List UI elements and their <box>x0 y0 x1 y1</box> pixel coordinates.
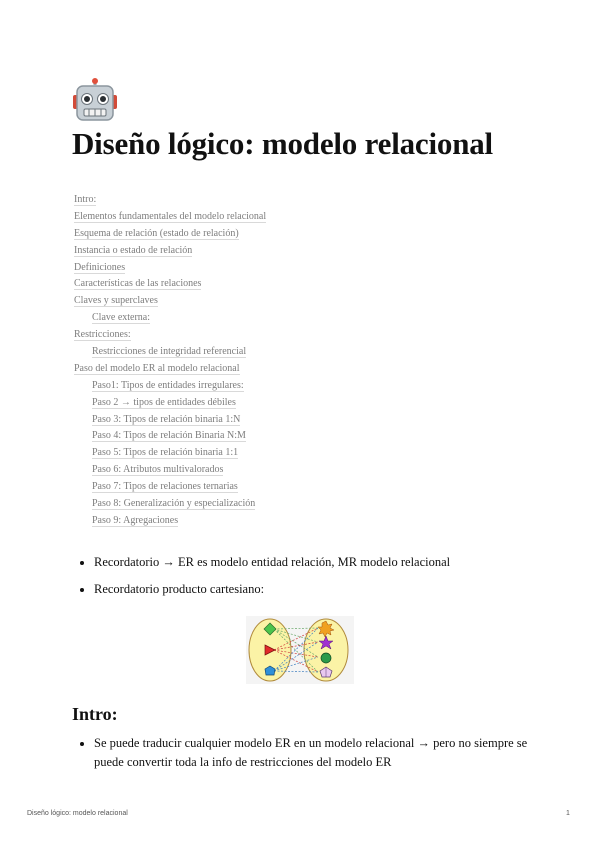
toc-item[interactable] <box>74 462 266 479</box>
toc-item[interactable] <box>74 445 266 462</box>
toc-item-link[interactable]: Paso 8: Generalización y especialización <box>92 498 256 510</box>
toc-item[interactable] <box>74 479 266 496</box>
page-number: 1 <box>566 810 570 817</box>
toc-item[interactable] <box>74 513 266 530</box>
toc-item[interactable] <box>74 260 266 277</box>
toc-item-link[interactable]: Paso 7: Tipos de relaciones ternarias <box>92 481 238 493</box>
reminder-list <box>78 553 450 572</box>
toc-item[interactable] <box>74 412 266 429</box>
toc-item[interactable] <box>74 310 266 327</box>
toc-item-link[interactable]: Definiciones <box>74 261 126 273</box>
robot-emoji-icon <box>72 78 118 122</box>
toc-item-link[interactable]: Paso1: Tipos de entidades irregulares: <box>92 379 244 391</box>
toc-item[interactable] <box>74 378 266 395</box>
reminder-list-2 <box>78 580 264 599</box>
toc-item-link[interactable]: Instancia o estado de relación <box>74 244 193 256</box>
toc-item-link[interactable]: Intro: <box>74 194 97 205</box>
toc-item-link[interactable]: Paso del modelo ER al modelo relacional <box>74 362 240 374</box>
intro-list <box>78 734 539 772</box>
toc-item[interactable] <box>74 192 266 209</box>
toc-item-link[interactable]: Restricciones de integridad referencial <box>92 346 247 358</box>
toc-item[interactable] <box>74 276 266 293</box>
toc-item-link[interactable]: Clave externa: <box>92 312 151 324</box>
list-item: • Se puede traducir cualquier modelo ER en un modelo relacional → pero no siempre se puede convertir toda la info de restricciones del modelo ER <box>94 734 539 772</box>
toc-item-link[interactable]: Esquema de relación (estado de relación) <box>74 227 239 239</box>
footer-title: Diseño lógico: modelo relacional <box>27 810 128 817</box>
toc-item[interactable] <box>74 243 266 260</box>
toc-item[interactable] <box>74 226 266 243</box>
toc-item[interactable] <box>74 344 266 361</box>
toc-item-link[interactable]: Paso 9: Agregaciones <box>92 514 179 526</box>
toc-item[interactable] <box>74 361 266 378</box>
toc-item[interactable] <box>74 496 266 513</box>
section-heading-intro: Intro: <box>72 704 118 724</box>
toc-item-link[interactable]: Características de las relaciones <box>74 278 202 290</box>
toc-item-link[interactable]: Elementos fundamentales del modelo relacional <box>74 210 267 222</box>
toc-item[interactable] <box>74 428 266 445</box>
toc-item[interactable] <box>74 327 266 344</box>
list-item: • Recordatorio producto cartesiano: <box>94 580 264 599</box>
toc-item[interactable] <box>74 395 266 412</box>
toc-item[interactable] <box>74 293 266 310</box>
toc-item-link[interactable]: Paso 3: Tipos de relación binaria 1:N <box>92 413 241 425</box>
cartesian-product-diagram <box>246 616 354 684</box>
page-title: Diseño lógico: modelo relacional <box>72 126 493 161</box>
toc-item-link[interactable]: Restricciones: <box>74 329 131 341</box>
toc-item-link[interactable]: Paso 4: Tipos de relación Binaria N:M <box>92 430 246 442</box>
table-of-contents <box>74 192 266 530</box>
toc-item-link[interactable]: Paso 2 → tipos de entidades débiles <box>92 396 236 408</box>
toc-item-link[interactable]: Paso 6: Atributos multivalorados <box>92 464 224 476</box>
toc-item-link[interactable]: Claves y superclaves <box>74 295 158 307</box>
list-item: • Recordatorio → ER es modelo entidad relación, MR modelo relacional <box>94 553 450 572</box>
toc-item-link[interactable]: Paso 5: Tipos de relación binaria 1:1 <box>92 447 239 459</box>
toc-item[interactable] <box>74 209 266 226</box>
